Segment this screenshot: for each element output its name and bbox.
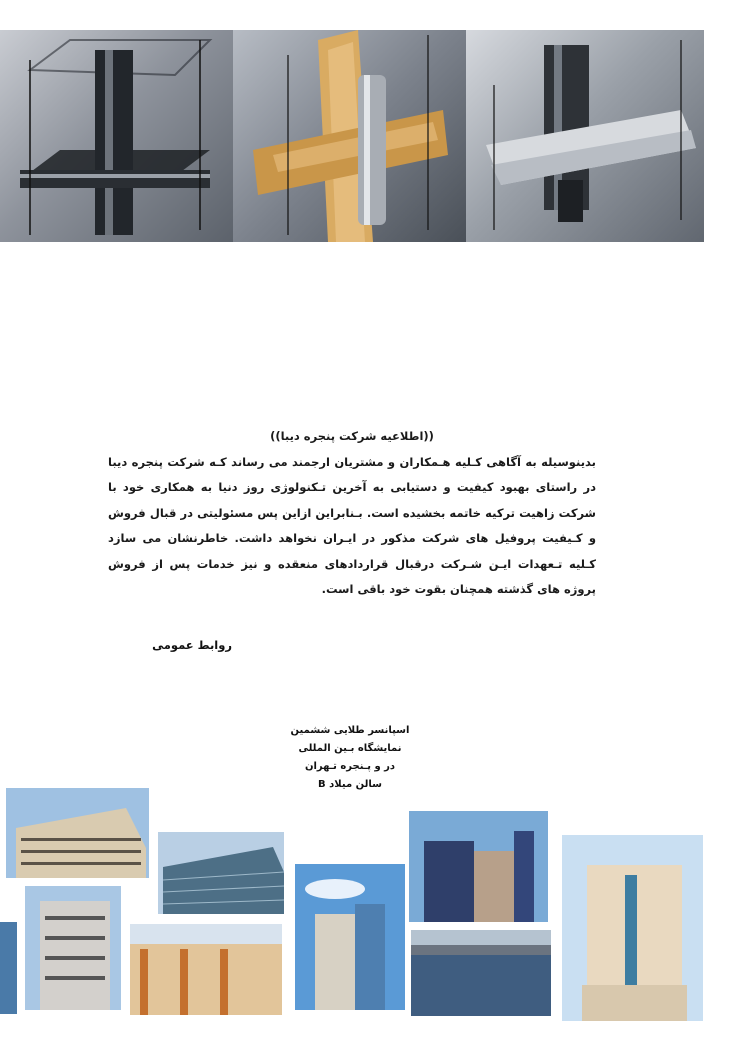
building-photo-3 [295, 864, 405, 1010]
building-photo-6 [562, 835, 703, 1021]
signature-public-relations: روابط عمومی [152, 638, 232, 652]
curtain-wall-image-silver [466, 30, 704, 242]
sponsor-line-1: اسپانسر طلایی ششمین [290, 725, 410, 736]
announcement-title: ((اطلاعیه شرکت پنجره دیبا)) [270, 429, 434, 443]
header-image-strip [0, 30, 704, 242]
building-photo-1 [6, 788, 149, 878]
building-photo-8 [130, 924, 282, 1015]
curtain-wall-image-black [0, 30, 233, 242]
building-photo-5 [411, 930, 551, 1016]
curtain-wall-image-wood [233, 30, 466, 242]
sponsor-line-3: در و پـنجره تـهران [304, 761, 396, 772]
sponsor-line-4: سالن میلاد B [318, 779, 382, 790]
sponsor-text [270, 722, 430, 794]
building-photo-2 [158, 832, 284, 914]
building-photo-4 [409, 811, 548, 922]
announcement-body: بدینوسیله به آگاهی کـلیه هـمکاران و مشتریان ارجمند می رساند کـه شرکت پنجره دیبا در راستای بهبود کیفیت و دستیابی به آخرین تـکنولوژی روز دنیا به همکاری خود با شرکت زاهیت ترکیه خاتمه بخشیده است. بـنابراین ازاین پس مسئولیتی در قبال فروش و کـیفیت پروفیل های شرکت مذکور در ایـران نخواهد داشت. خاطرنشان می سازد کـلیه تـعهدات ایـن شـرکت درقبال قراردادهای منعقده و نیز خدمات پس از فروش پروژه های گذشته همچنان بقوت خود باقی است. [108, 454, 596, 596]
building-photo-7 [25, 886, 121, 1010]
sponsor-line-2: نمایشگاه بـین المللی [298, 743, 402, 754]
building-photo-9 [0, 922, 17, 1014]
announcement [108, 424, 596, 603]
